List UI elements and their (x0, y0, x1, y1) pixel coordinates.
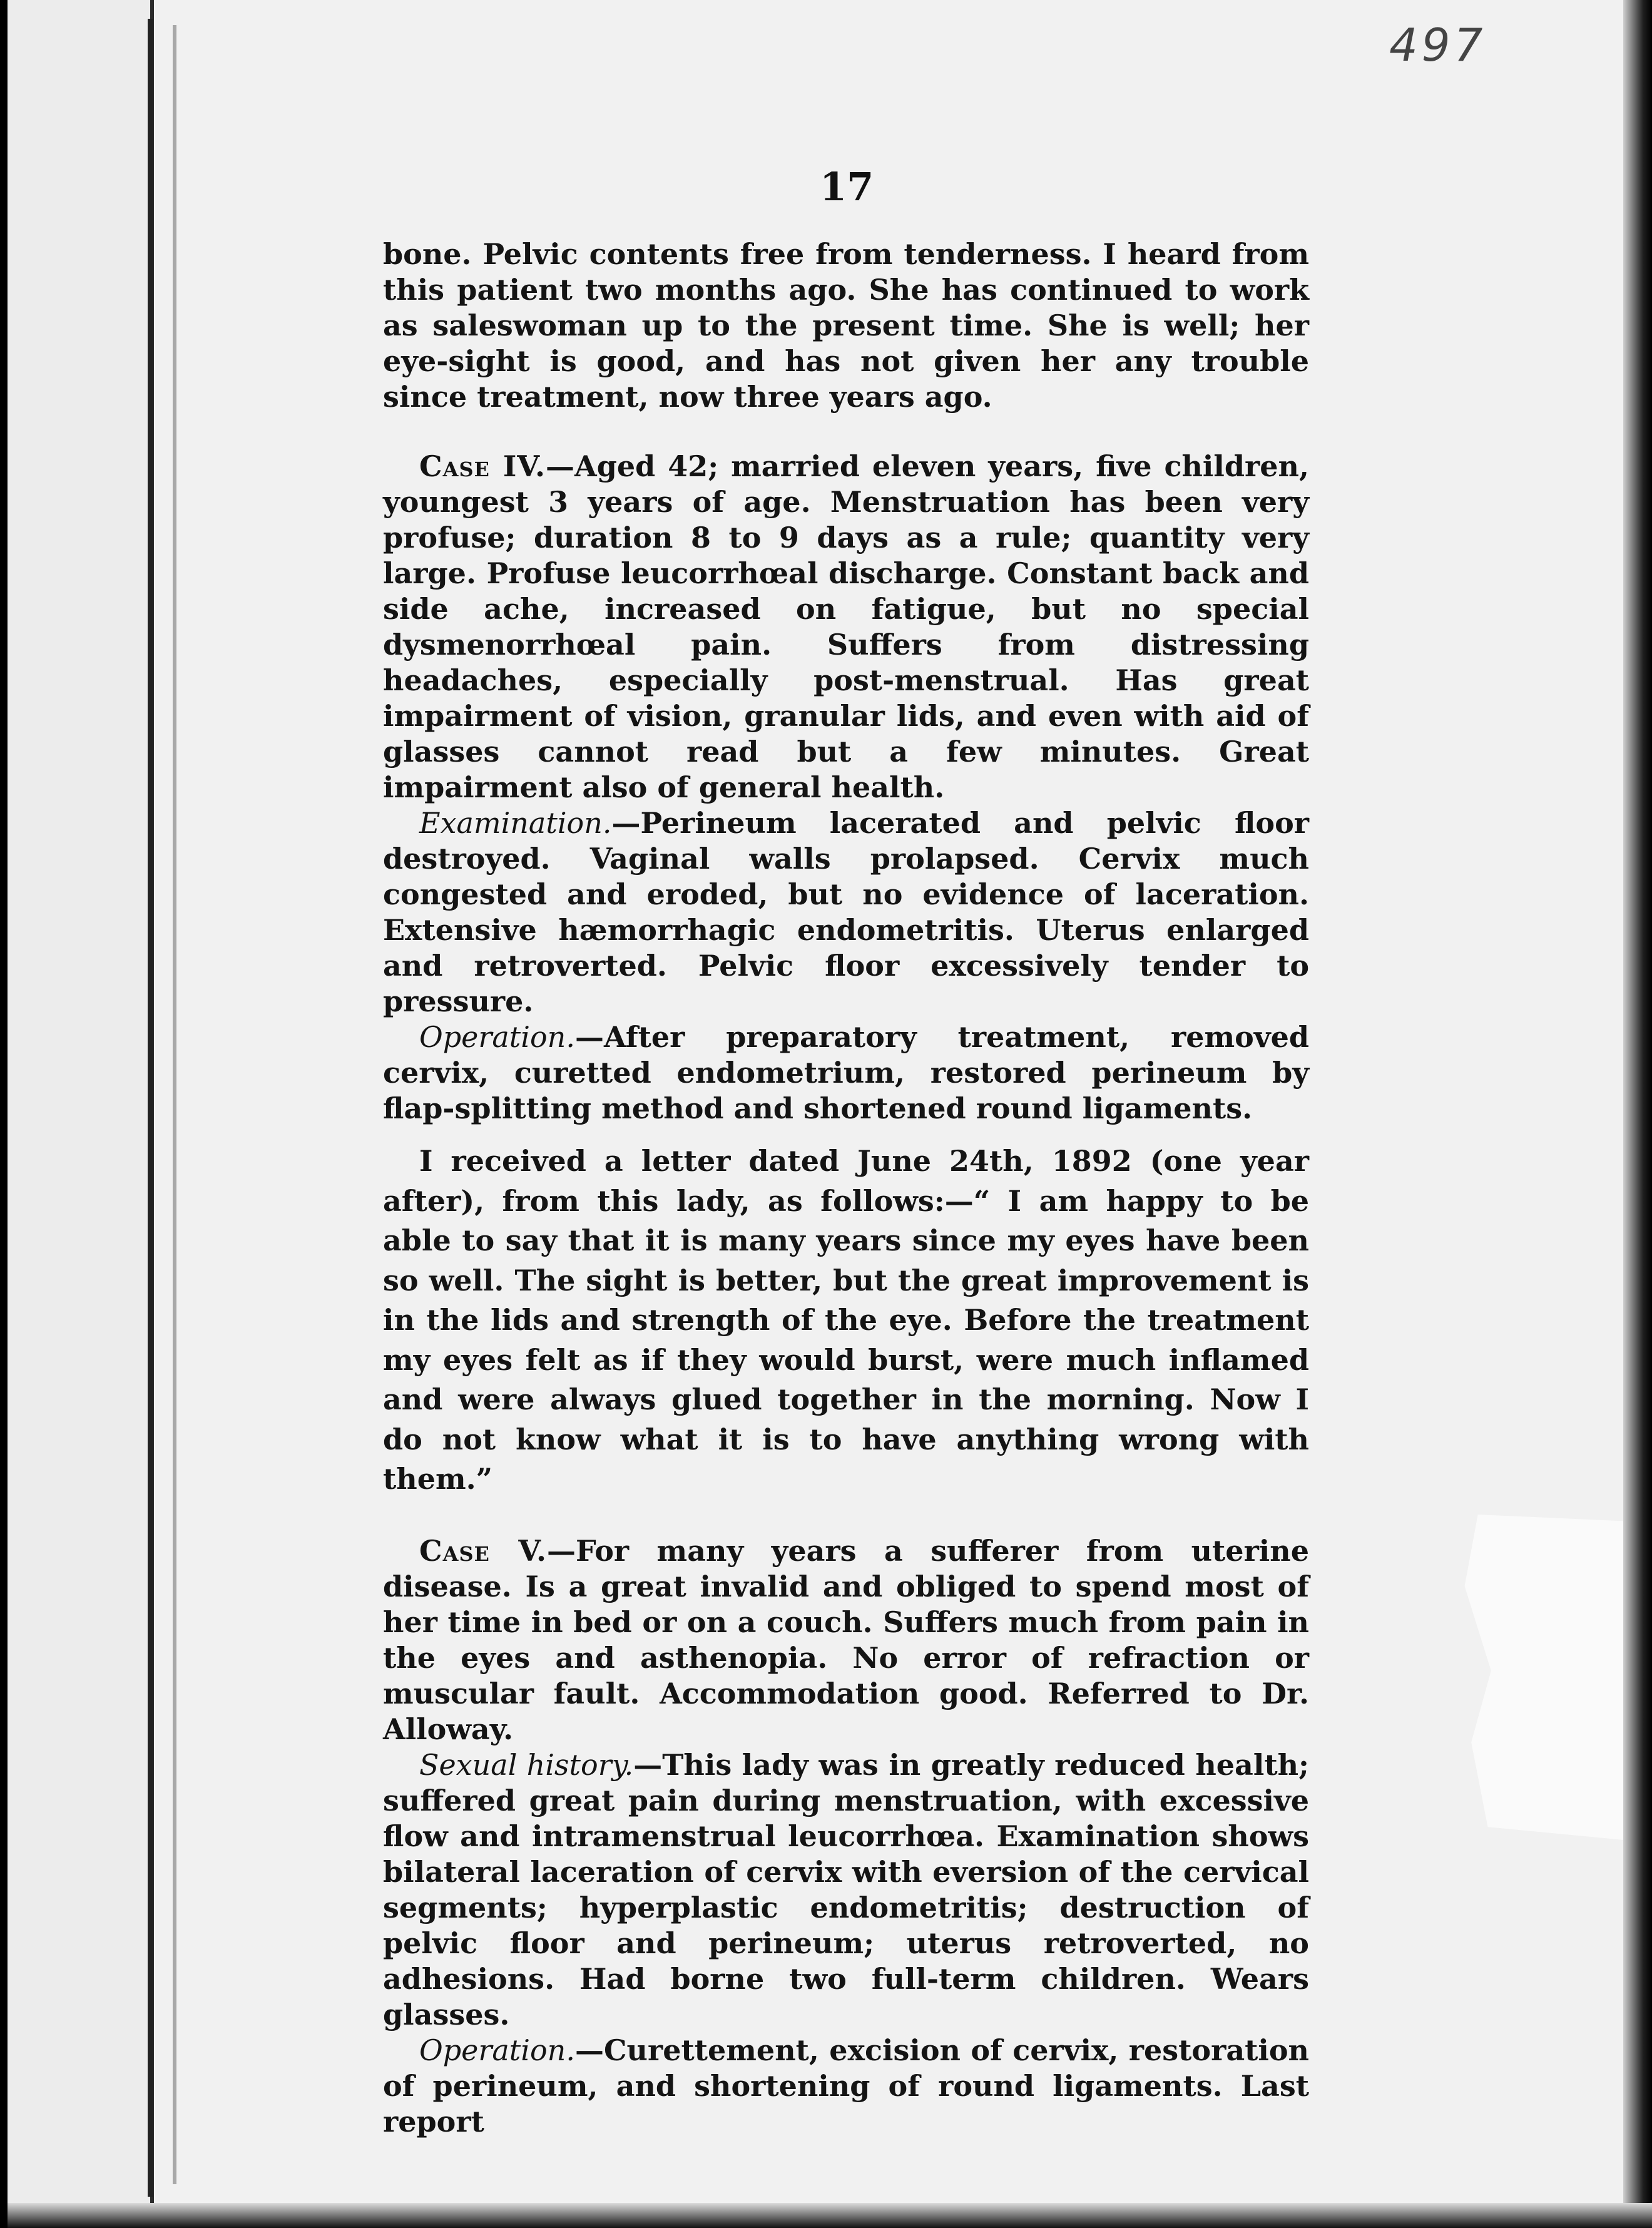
scan-border-bottom (8, 2203, 1652, 2228)
sexual-history-text: —This lady was in greatly reduced health; suffered great pain during menstruation, with excessive flow and intramenstrual leucorrhœa. Examination shows bilateral laceration of cervix with eversion of the cervical segments; hyperplastic endometritis; destruction of pelvic floor and perineum; uterus retroverted, no adhesions. Had borne two full-term children. Wears glasses. (383, 1747, 1309, 2031)
letter-paragraph: I received a letter dated June 24th, 1892 (one year after), from this lady, as follows:—“ I am happy to be able to say that it is many years since my eyes have been so well. The sight is better, but the great improvement is in the lids and strength of the eye. Before the treatment my eyes felt as if they would burst, were much inflamed and were always glued together in the morning. Now I do not know what it is to have anything wrong with them.” (383, 1144, 1309, 1496)
paragraph-continuation: bone. Pelvic contents free from tenderness. I heard from this patient two months ago. She has continued to work as saleswoman up to the present time. She is well; her eye-sight is good, and has not given her any trouble since treatment, now three years ago. (383, 237, 1309, 414)
scan-border-left (0, 0, 8, 2228)
scan-border-right (1623, 0, 1652, 2228)
case-v-text: —For many years a sufferer from uterine disease. Is a great invalid and obliged to spend most of her time in bed or on a couch. Suffers much from pain in the eyes and asthenopia. No error of refraction or muscular fault. Accommodation good. Referred to Dr. Alloway. (383, 1533, 1309, 1746)
body-text (383, 237, 1309, 2140)
case-iv-paragraph (383, 449, 1309, 805)
page-number: 17 (820, 164, 874, 210)
operation-iv-label: Operation. (419, 1020, 575, 1054)
sexual-history-label: Sexual history. (419, 1747, 634, 1782)
examination-label: Examination. (419, 806, 612, 840)
verso-page-edge (8, 0, 154, 2228)
binding-line (173, 25, 176, 2184)
case-v-paragraph (383, 1533, 1309, 1747)
handwritten-accession-number: 497 (1389, 19, 1487, 71)
operation-iv-paragraph (383, 1019, 1309, 1127)
examination-paragraph (383, 805, 1309, 1019)
examination-text: —Perineum lacerated and pelvic floor destroyed. Vaginal walls prolapsed. Cervix much congested and eroded, but no evidence of laceration. Extensive hæmorrhagic endometritis. Uterus enlarged and retroverted. Pelvic floor excessively tender to pressure. (383, 806, 1309, 1018)
operation-v-paragraph (383, 2033, 1309, 2140)
operation-iv-text: —After preparatory treatment, removed cervix, curetted endometrium, restored perineum by flap-splitting method and shortened round ligaments. (383, 1020, 1309, 1125)
case-v-label: Case V. (419, 1533, 548, 1568)
operation-v-text: —Curettement, excision of cervix, restoration of perineum, and shortening of round ligaments. Last report (383, 2033, 1309, 2139)
case-iv-text: —Aged 42; married eleven years, five children, youngest 3 years of age. Menstruation has been very profuse; duration 8 to 9 days as a rule; quantity very large. Profuse leucorrhœal discharge. Constant back and side ache, increased on fatigue, but no special dysmenorrhœal pain. Suffers from distressing headaches, especially post-menstrual. Has great impairment of vision, granular lids, and even with aid of glasses cannot read but a few minutes. Great impairment also of general health. (383, 449, 1309, 804)
gutter-shadow (148, 19, 153, 2197)
sexual-history-paragraph (383, 1747, 1309, 2033)
case-iv-label: Case IV. (419, 449, 546, 483)
operation-v-label: Operation. (419, 2033, 575, 2067)
